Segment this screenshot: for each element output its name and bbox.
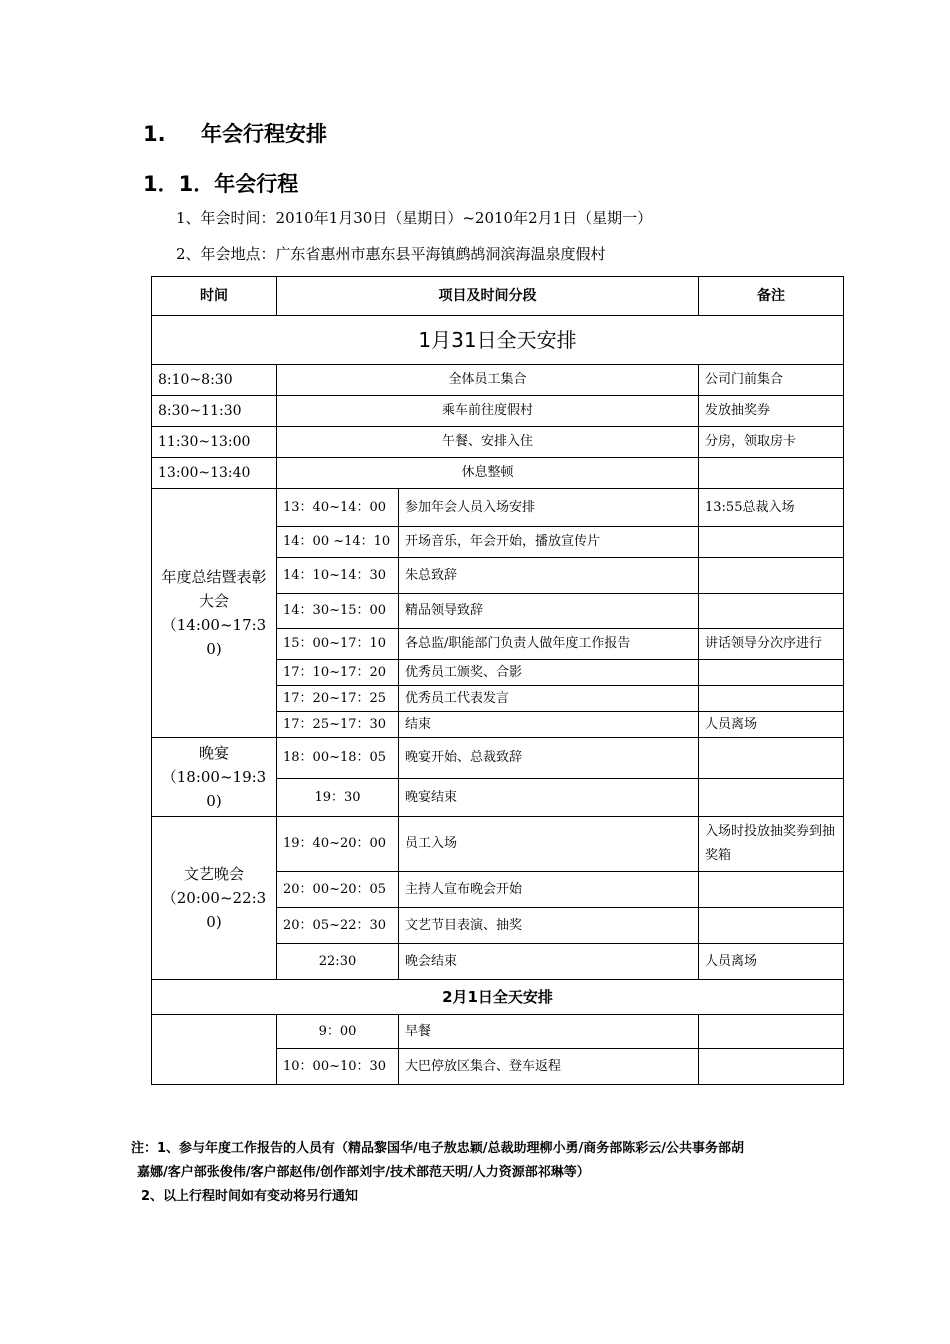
row-note: 人员离场 [699, 712, 844, 738]
row-item: 休息整顿 [277, 458, 699, 489]
table-row [152, 458, 844, 489]
row-item: 晚宴结束 [399, 779, 699, 817]
row-note: 人员离场 [699, 944, 844, 980]
row-time: 20：05~22：30 [277, 908, 399, 944]
row-note: 分房，领取房卡 [699, 427, 844, 458]
day2-time-cell [152, 1015, 277, 1085]
row-note [699, 660, 844, 686]
row-time: 11:30~13:00 [152, 427, 277, 458]
table-row [152, 817, 844, 872]
event-place-line: 2、年会地点：广东省惠州市惠东县平海镇鹧鸪洞滨海温泉度假村 [176, 245, 606, 263]
row-note: 公司门前集合 [699, 365, 844, 396]
row-item: 精品领导致辞 [399, 594, 699, 629]
row-time: 17：20~17：25 [277, 686, 399, 712]
row-item: 晚宴开始、总裁致辞 [399, 738, 699, 779]
row-time: 10：00~10：30 [277, 1049, 399, 1085]
header-time: 时间 [152, 277, 277, 316]
day2-title-row [152, 980, 844, 1015]
row-note [699, 1015, 844, 1049]
group-range: （18:00~19:30) [161, 768, 267, 810]
day2-title: 2月1日全天安排 [152, 980, 844, 1015]
row-item: 早餐 [399, 1015, 699, 1049]
note-1-continued: 嘉娜/客户部张俊伟/客户部赵伟/创作部刘宇/技术部范天明/人力资源部祁琳等） [137, 1165, 590, 1180]
row-item: 参加年会人员入场安排 [399, 489, 699, 527]
row-note: 讲话领导分次序进行 [699, 629, 844, 660]
row-item: 优秀员工颁奖、合影 [399, 660, 699, 686]
table-row [152, 365, 844, 396]
group-gala [152, 817, 277, 980]
row-time: 13:00~13:40 [152, 458, 277, 489]
row-note [699, 527, 844, 558]
group-range: （14:00~17:30) [161, 616, 267, 658]
row-note [699, 558, 844, 594]
row-time: 9：00 [277, 1015, 399, 1049]
event-time-line: 1、年会时间：2010年1月30日（星期日）~2010年2月1日（星期一） [176, 209, 653, 227]
row-item: 结束 [399, 712, 699, 738]
group-annual-meeting [152, 489, 277, 738]
group-label: 文艺晚会 [183, 865, 244, 883]
subsection-heading: 1．1．年会行程 [143, 172, 299, 196]
table-header-row [152, 277, 844, 316]
header-item: 项目及时间分段 [277, 277, 699, 316]
row-time: 22:30 [277, 944, 399, 980]
row-item: 员工入场 [399, 817, 699, 872]
row-time: 17：10~17：20 [277, 660, 399, 686]
group-banquet [152, 738, 277, 817]
row-time: 14：10~14：30 [277, 558, 399, 594]
row-note [699, 908, 844, 944]
section-title: 年会行程安排 [201, 122, 327, 146]
row-time: 8:30~11:30 [152, 396, 277, 427]
row-time: 19：30 [277, 779, 399, 817]
table-row [152, 396, 844, 427]
table-row [152, 738, 844, 779]
row-time: 8:10~8:30 [152, 365, 277, 396]
row-time: 14：00 ~14：10 [277, 527, 399, 558]
row-time: 13：40~14：00 [277, 489, 399, 527]
row-note: 13:55总裁入场 [699, 489, 844, 527]
table-row [152, 1015, 844, 1049]
row-item: 朱总致辞 [399, 558, 699, 594]
row-item: 开场音乐，年会开始，播放宣传片 [399, 527, 699, 558]
note-1: 注：1、参与年度工作报告的人员有（精品黎国华/电子敖忠颖/总裁助理柳小勇/商务部陈彩云/公共事务部胡 [131, 1141, 745, 1156]
group-range: （20:00~22:30) [161, 889, 267, 931]
row-item: 主持人宣布晚会开始 [399, 872, 699, 908]
header-note: 备注 [699, 277, 844, 316]
note-2: 2、以上行程时间如有变动将另行通知 [141, 1189, 359, 1204]
section-heading [143, 118, 327, 148]
schedule-table [151, 276, 844, 1085]
table-row [152, 427, 844, 458]
row-item: 乘车前往度假村 [277, 396, 699, 427]
day1-title-row [152, 316, 844, 365]
notes-block [131, 1137, 831, 1209]
group-label: 年度总结暨表彰大会 [161, 568, 267, 610]
table-row [152, 489, 844, 527]
row-item: 大巴停放区集合、登车返程 [399, 1049, 699, 1085]
day1-title: 1月31日全天安排 [152, 316, 844, 365]
row-note [699, 738, 844, 779]
row-time: 20：00~20：05 [277, 872, 399, 908]
row-time: 18：00~18：05 [277, 738, 399, 779]
row-item: 全体员工集合 [277, 365, 699, 396]
row-note [699, 872, 844, 908]
group-label: 晚宴 [198, 744, 229, 762]
row-time: 14：30~15：00 [277, 594, 399, 629]
row-item: 晚会结束 [399, 944, 699, 980]
row-time: 15：00~17：10 [277, 629, 399, 660]
row-note [699, 594, 844, 629]
row-item: 午餐、安排入住 [277, 427, 699, 458]
row-note: 入场时投放抽奖券到抽奖箱 [699, 817, 844, 872]
row-note [699, 686, 844, 712]
row-item: 文艺节目表演、抽奖 [399, 908, 699, 944]
row-note [699, 458, 844, 489]
row-time: 19：40~20：00 [277, 817, 399, 872]
row-item: 各总监/职能部门负责人做年度工作报告 [399, 629, 699, 660]
row-note [699, 1049, 844, 1085]
row-note [699, 779, 844, 817]
row-time: 17：25~17：30 [277, 712, 399, 738]
section-number: 1. [143, 122, 166, 146]
row-note: 发放抽奖券 [699, 396, 844, 427]
row-item: 优秀员工代表发言 [399, 686, 699, 712]
